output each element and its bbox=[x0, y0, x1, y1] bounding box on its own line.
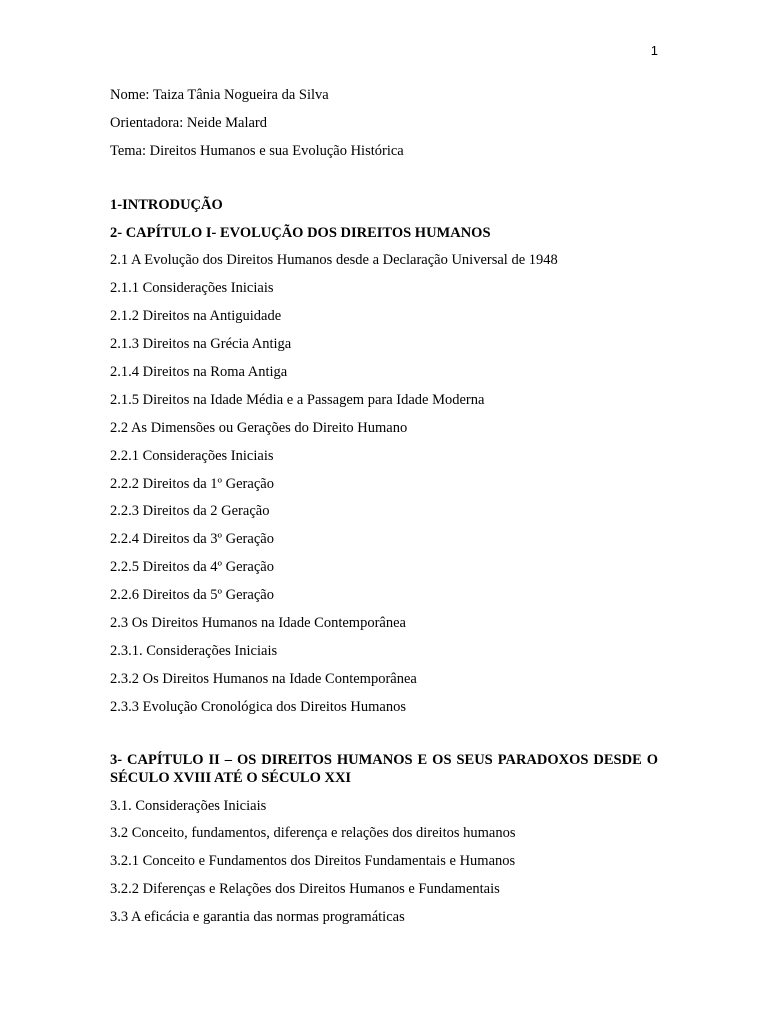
toc-item: 2.2.1 Considerações Iniciais bbox=[110, 447, 274, 464]
author-name: Nome: Taiza Tânia Nogueira da Silva bbox=[110, 87, 329, 103]
toc-item: 2.2.5 Direitos da 4º Geração bbox=[110, 559, 274, 576]
toc-item: 2.2.2 Direitos da 1º Geração bbox=[110, 475, 274, 492]
toc-item: 3.2 Conceito, fundamentos, diferença e relações dos direitos humanos bbox=[110, 825, 516, 842]
toc-item: 2.1.3 Direitos na Grécia Antiga bbox=[110, 336, 292, 353]
chapter-2-heading: 3- CAPÍTULO II – OS DIREITOS HUMANOS E OS SEUS PARADOXOS DESDE O SÉCULO XVIII ATÉ O SÉCULO XXI bbox=[110, 751, 658, 786]
advisor-name: Orientadora: Neide Malard bbox=[110, 114, 268, 131]
toc-item: 2.3.2 Os Direitos Humanos na Idade Contemporânea bbox=[110, 670, 417, 687]
toc-item: 3.2.2 Diferenças e Relações dos Direitos Humanos e Fundamentais bbox=[110, 881, 500, 898]
theme-line: Tema: Direitos Humanos e sua Evolução Histórica bbox=[110, 142, 404, 159]
spacer bbox=[110, 725, 658, 751]
spacer bbox=[110, 169, 658, 195]
toc-item: 2.2 As Dimensões ou Gerações do Direito Humano bbox=[110, 419, 408, 436]
intro-heading: 1-INTRODUÇÃO bbox=[110, 196, 223, 213]
toc-item: 2.3.1. Considerações Iniciais bbox=[110, 642, 278, 659]
toc-item: 2.3.3 Evolução Cronológica dos Direitos Humanos bbox=[110, 698, 406, 715]
toc-item: 2.1.2 Direitos na Antiguidade bbox=[110, 308, 282, 325]
toc-item: 2.1.1 Considerações Iniciais bbox=[110, 280, 274, 297]
toc-item: 2.1 A Evolução dos Direitos Humanos desde a Declaração Universal de 1948 bbox=[110, 252, 558, 269]
toc-item: 3.3 A eficácia e garantia das normas programáticas bbox=[110, 909, 405, 926]
toc-item: 2.3 Os Direitos Humanos na Idade Contemporânea bbox=[110, 615, 406, 632]
toc-item: 2.2.3 Direitos da 2 Geração bbox=[110, 503, 270, 520]
toc-item: 2.2.4 Direitos da 3º Geração bbox=[110, 531, 274, 548]
page-number: 1 bbox=[650, 43, 658, 58]
chapter-1-heading: 2- CAPÍTULO I- EVOLUÇÃO DOS DIREITOS HUMANOS bbox=[110, 224, 491, 241]
toc-item: 2.2.6 Direitos da 5º Geração bbox=[110, 587, 274, 604]
toc-item: 3.1. Considerações Iniciais bbox=[110, 797, 267, 814]
toc-item: 2.1.5 Direitos na Idade Média e a Passagem para Idade Moderna bbox=[110, 391, 485, 408]
document-body bbox=[110, 85, 658, 935]
toc-item: 2.1.4 Direitos na Roma Antiga bbox=[110, 364, 288, 381]
toc-item: 3.2.1 Conceito e Fundamentos dos Direitos Fundamentais e Humanos bbox=[110, 853, 516, 870]
